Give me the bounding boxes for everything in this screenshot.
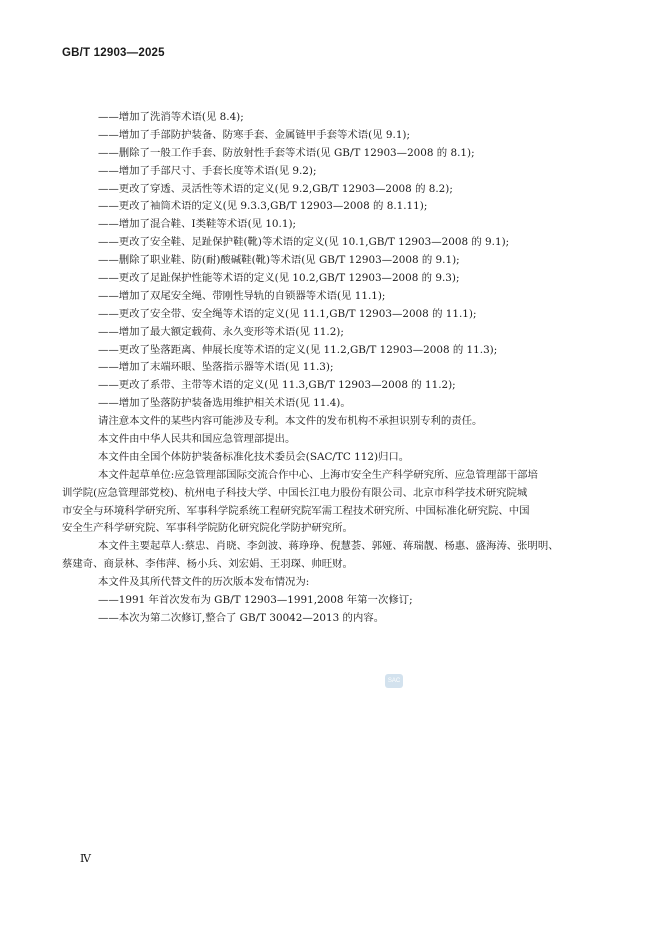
history-item: ——本次为第二次修订,整合了 GB/T 30042—2013 的内容。 bbox=[98, 611, 385, 624]
drafters-line: 本文件主要起草人:蔡忠、肖晓、李剑波、蒋琤琤、倪慧荟、郭娅、蒋瑞靓、杨惠、盛海涛、张明明、 bbox=[98, 540, 559, 553]
drafting-units-line: 训学院(应急管理部党校)、杭州电子科技大学、中国长江电力股份有限公司、北京市科学技术研究院城 bbox=[62, 486, 528, 499]
change-item: ——增加了手部尺寸、手套长度等术语(见 9.2); bbox=[98, 164, 317, 177]
change-item: ——增加了最大额定载荷、永久变形等术语(见 11.2); bbox=[98, 325, 344, 338]
drafting-units-line: 本文件起草单位:应急管理部国际交流合作中心、上海市安全生产科学研究所、应急管理部干部培 bbox=[98, 468, 538, 481]
change-item: ——增加了双尾安全绳、带刚性导轨的自锁器等术语(见 11.1); bbox=[98, 289, 386, 302]
change-item: ——更改了袖筒术语的定义(见 9.3.3,GB/T 12903—2008 的 8.1.11); bbox=[98, 200, 428, 213]
change-item: ——增加了手部防护装备、防寒手套、金属链甲手套等术语(见 9.1); bbox=[98, 128, 410, 141]
drafting-units-line: 市安全与环境科学研究所、军事科学院系统工程研究院军需工程技术研究所、中国标准化研究院、中国 bbox=[62, 504, 530, 517]
drafters-line: 蔡建奇、商景林、李伟萍、杨小兵、刘宏娟、王羽琛、帅旺财。 bbox=[62, 558, 353, 571]
proposed-by-statement: 本文件由中华人民共和国应急管理部提出。 bbox=[98, 433, 296, 446]
change-item: ——增加了末端环眼、坠落指示器等术语(见 11.3); bbox=[98, 361, 334, 374]
foreword-body bbox=[62, 109, 602, 628]
history-intro: 本文件及其所代替文件的历次版本发布情况为: bbox=[98, 576, 310, 589]
patent-statement: 请注意本文件的某些内容可能涉及专利。本文件的发布机构不承担识别专利的责任。 bbox=[98, 415, 483, 428]
change-item: ——更改了穿透、灵活性等术语的定义(见 9.2,GB/T 12903—2008 的 8.2); bbox=[98, 182, 453, 195]
standard-number-header: GB/T 12903—2025 bbox=[62, 47, 165, 59]
change-item: ——删除了一般工作手套、防放射性手套等术语(见 GB/T 12903—2008 的 8.1); bbox=[98, 146, 475, 159]
history-item: ——1991 年首次发布为 GB/T 12903—1991,2008 年第一次修订; bbox=[98, 594, 413, 607]
change-item: ——更改了安全带、安全绳等术语的定义(见 11.1,GB/T 12903—2008 的 11.1); bbox=[98, 307, 477, 320]
change-item: ——更改了系带、主带等术语的定义(见 11.3,GB/T 12903—2008 的 11.2); bbox=[98, 379, 456, 392]
change-item: ——增加了洗消等术语(见 8.4); bbox=[98, 111, 244, 123]
centralized-by-statement: 本文件由全国个体防护装备标准化技术委员会(SAC/TC 112)归口。 bbox=[98, 450, 410, 463]
change-item: ——更改了安全鞋、足趾保护鞋(靴)等术语的定义(见 10.1,GB/T 12903—2008 的 9.1); bbox=[98, 236, 510, 249]
change-item: ——更改了足趾保护性能等术语的定义(见 10.2,GB/T 12903—2008 的 9.3); bbox=[98, 272, 460, 285]
change-item: ——增加了坠落防护装备选用维护相关术语(见 11.4)。 bbox=[98, 397, 351, 410]
sac-watermark-logo: SAC bbox=[385, 674, 403, 688]
drafting-units-line: 安全生产科学研究院、军事科学院防化研究院化学防护研究所。 bbox=[62, 522, 353, 535]
page-number: Ⅳ bbox=[80, 853, 91, 865]
change-item: ——删除了职业鞋、防(耐)酸碱鞋(靴)等术语(见 GB/T 12903—2008 的 9.1); bbox=[98, 254, 460, 267]
change-item: ——增加了混合鞋、Ⅰ类鞋等术语(见 10.1); bbox=[98, 218, 297, 231]
change-item: ——更改了坠落距离、伸展长度等术语的定义(见 11.2,GB/T 12903—2008 的 11.3); bbox=[98, 343, 498, 356]
